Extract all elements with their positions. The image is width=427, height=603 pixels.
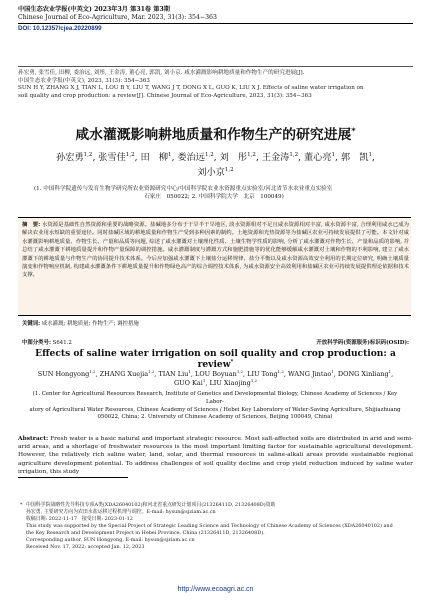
author-en: ZHANG Xuejia: [99, 370, 149, 378]
classification-value: S641.2: [52, 340, 72, 346]
header-rule: [18, 23, 413, 24]
author-en-sup: 1: [188, 368, 191, 374]
title-en-footnote-mark: *: [230, 358, 234, 365]
author-zh: 刘小京: [197, 167, 225, 178]
author-en: SUN Hongyong: [37, 370, 90, 378]
title-zh-text: 咸水灌溉影响耕地质量和作物生产的研究进展: [75, 127, 352, 143]
journal-url-link[interactable]: http://www.ecoagri.ac.cn: [177, 586, 254, 593]
author-zh-sup: 1: [168, 151, 172, 158]
title-zh-footnote-mark: *: [351, 125, 356, 136]
footnote-zh-funding: 中国科学院战略性先导科技专项A类(XDA26040102)和河北省重点研发计划项目(21326411D, 21326408D)资助: [26, 502, 276, 508]
author-en: LIU Xiaojing: [209, 378, 251, 387]
footnote-star: *: [20, 502, 23, 508]
footnote-zh-dates: 收稿日期: 2022-11-17 接受日期: 2023-01-12: [26, 516, 133, 522]
classification-zh: [22, 338, 409, 346]
author-en: WANG Jintao: [288, 370, 332, 378]
abstract-zh: [22, 221, 409, 280]
affiliation-en-line1: (1. Center for Agricultural Resources Research, Institute of Genetics and Developmental Biology, Chinese Academy of Sciences / Key Labor-: [32, 391, 398, 405]
author-en-sup: 1: [331, 368, 334, 374]
author-en-sup: 1,2: [148, 368, 155, 374]
author-en-sup: 1,2: [277, 368, 284, 374]
author-en: LIU Tong: [247, 370, 278, 378]
abstract-zh-text: 水资源是基础性自然资源和重要的战略资源。盐碱地多分布于干旱半干旱地区, 淡水资源相对不足且咸水资源相对丰富, 咸水资源丰富, 合理利用咸水已成为解决农业用水短缺的重要途径。同时盐碱区域的耕地质量和作物生产受到多种因素的制约。土地资源和光热资源等为盐碱区农业可持续发展提供了可能。本文针对咸水灌溉影响耕地质量、作物生长、产量和品质等问题, 综述了咸水灌溉对土壤理化性质、土壤生物学性质的影响, 分析了咸水灌溉对作物生长、产量和品质的影响, 并总结了咸水灌溉下耕地质量提升和作物产量保障的调控措施。咸水灌溉制度与灌溉方式和施肥措施等的优化能够缓解咸水灌溉对土壤和作物的不利影响, 建立了咸水灌溉下的耕地质量与作物生产的协同提升技术体系。今后应加强咸水灌溉下土壤盐分运移规律、盐分平衡以及咸水资源高效安全利用的长期定位研究, 明确土壤质量演变和作物响应机制, 构建咸水灌溉条件下耕地质量提升和作物绿色高产的综合调控技术体系, 为咸水资源安全高效利用和盐碱区农业可持续发展提供理论依据和技术支撑。: [22, 222, 409, 279]
affiliation-en-line3: 050022, China; 2. University of Chinese Academy of Sciences, Beijing 100049, China): [97, 414, 333, 421]
citation-en-line2: soil quality and crop production: a review[J]. Chinese Journal of Eco-Agriculture, 2023, 31(3): 354−363: [18, 93, 312, 100]
author-zh-sup: 1,2: [125, 151, 135, 158]
doi-link[interactable]: DOI: 10.12357/cjea.20220899: [18, 25, 102, 32]
author-zh-sup: 1,2: [204, 151, 214, 158]
footnote-en-dates: Received Nov. 17, 2022; accepted Jan. 12, 2023: [26, 544, 145, 550]
citation-en-line1: SUN H Y, ZHANG X J, TIAN L, LOU B Y, LIU T, WANG J T, DONG X L, GUO K, LIU X J. Effects of saline water irrigation on: [18, 85, 364, 92]
author-zh: 王金涛: [261, 152, 290, 163]
author-en: TIAN Liu: [158, 370, 189, 378]
author-en-sup: 1,2: [89, 368, 96, 374]
authors-en-line1: SUN Hongyong$^{1,2}$, ZHANG Xuejia$^{1,2}$, TIAN Liu$^1$, LOU Boyuan$^{1,2}$, LIU Tong$^{1,2}$, WANG Jintao$^1$, DONG Xinliang$^1$,: [37, 368, 394, 378]
author-zh-sup: 1,2: [289, 151, 299, 158]
authors-en-line2: GUO Kai$^1$, LIU Xiaojing$^{1,2}$: [173, 377, 258, 387]
affiliation-en: [26, 391, 404, 422]
author-zh-sup: 1: [331, 151, 336, 158]
footnote-en-author: Corresponding author, SUN Hongyong, E-mail: hysun@sjziam.ac.cn: [26, 537, 195, 543]
article-title-zh: [18, 123, 413, 143]
authors-zh-line1: 孙宏勇$^{1,2}$, 张雪佳$^{1,2}$, 田 柳$^1$, 娄治远$^{1,2}$, 刘 彤$^{1,2}$, 王金涛$^{1,2}$, 董心亮$^1$, 郭 凯$^1$,: [56, 151, 375, 163]
author-zh-sup: 1,2: [224, 166, 234, 173]
author-zh: 董心亮: [303, 152, 332, 163]
journal-header: [18, 6, 413, 22]
abstract-en: [18, 435, 413, 476]
author-zh: 娄治远: [177, 152, 205, 163]
author-en: LOU Boyuan: [195, 370, 237, 378]
authors-zh-line2: [18, 165, 413, 180]
osid-label: 开放科学码(资源服务)标识码(OSID):: [316, 340, 409, 346]
affiliation-zh-line1: (1. 中国科学院遗传与发育生物学研究所农业资源研究中心/中国科学院农业水资源重点实验室/河北省节水农业重点实验室: [34, 186, 333, 192]
abstract-en-text: Fresh water is a basic natural and important strategic resource. Most salt-affected soils are distributed in arid and semi-arid areas, and a shortage of freshwater resources is the most important limiting factor for sustainable agricultural development. However, the relatively rich saline water, land, solar, and thermal resources in saline-alkali areas provide sustainable regional agriculture development potential. To address challenges of soil quality decline and crop yield reduction induced by saline water irrigation, this study: [18, 436, 413, 475]
author-en-sup: 1,2: [250, 377, 258, 383]
author-zh: 田 柳: [140, 152, 169, 163]
affiliation-en-line2: atory of Agricultural Water Resources, Chinese Academy of Sciences / Hebei Key Laboratory of Water-Saving Agriculture, Shijiazhuang: [29, 406, 401, 413]
author-zh: 刘 彤: [219, 152, 248, 163]
article-title-en: [18, 348, 413, 370]
authors-en: [18, 370, 413, 387]
citation-zh-line2: 中国生态农业学报(中英文), 2023, 31(3): 354−363: [18, 77, 150, 84]
author-zh-sup: 1,2: [247, 151, 256, 158]
author-zh: 郭 凯: [340, 152, 369, 163]
citation-block: [18, 70, 413, 101]
author-en: DONG Xinliang: [337, 370, 389, 378]
affiliation-zh: [34, 185, 394, 201]
author-en-sup: 1: [202, 377, 206, 383]
journal-header-en: Chinese Journal of Eco-Agriculture, Mar. 2023, 31(3): 354−363: [18, 14, 217, 21]
citation-zh-line1: 孙宏勇, 张雪佳, 田柳, 娄治远, 刘彤, 王金涛, 董心亮, 郭凯, 刘小京. 咸水灌溉影响耕地质量和作物生产的研究进展[J].: [18, 70, 305, 76]
footnote-en-funding-1: This study was supported by the Special Project of Strategic Leading Science and Technology of Chinese Academy of Sciences (XDA26040102) and: [26, 523, 393, 529]
affiliation-zh-line2: 石家庄 050022; 2. 中国科学院大学 北京 100049): [144, 194, 284, 200]
keywords-zh-text: 咸水灌溉; 耕地质量; 作物生产; 调控措施: [41, 321, 139, 327]
footnotes: [20, 502, 413, 551]
footnote-zh-author: 孙宏勇, 主要研究方向为农田水盐运移过程机理与调控。E-mail: hysun@sjziam.ac.cn: [26, 509, 216, 515]
footnote-en-funding-2: the Key Research and Development Project in Hebei Province, China (21326411D, 21326408D).: [26, 530, 265, 536]
keywords-zh: [22, 321, 409, 329]
abstract-zh-label: 摘 要:: [22, 222, 41, 228]
author-zh-sup: 1,2: [83, 151, 93, 158]
author-zh-sup: 1: [368, 151, 372, 158]
author-en: GUO Kai: [173, 378, 203, 387]
classification-label: 中图分类号:: [22, 340, 51, 346]
citation-rule: [18, 66, 413, 67]
author-en-sup: 1: [388, 368, 392, 374]
keywords-zh-label: 关键词:: [22, 321, 41, 327]
author-zh: 孙宏勇: [56, 152, 84, 163]
footnote-rule: [18, 477, 128, 478]
abstract-en-label: Abstract:: [18, 435, 49, 442]
author-zh: 张雪佳: [98, 152, 126, 163]
journal-header-zh: 中国生态农业学报(中英文) 2023年3月 第31卷 第3期: [18, 6, 170, 13]
title-en-text: Effects of saline water irrigation on soil quality and crop production: a review: [35, 348, 396, 370]
authors-zh: [18, 150, 413, 180]
author-en-sup: 1,2: [236, 368, 243, 374]
